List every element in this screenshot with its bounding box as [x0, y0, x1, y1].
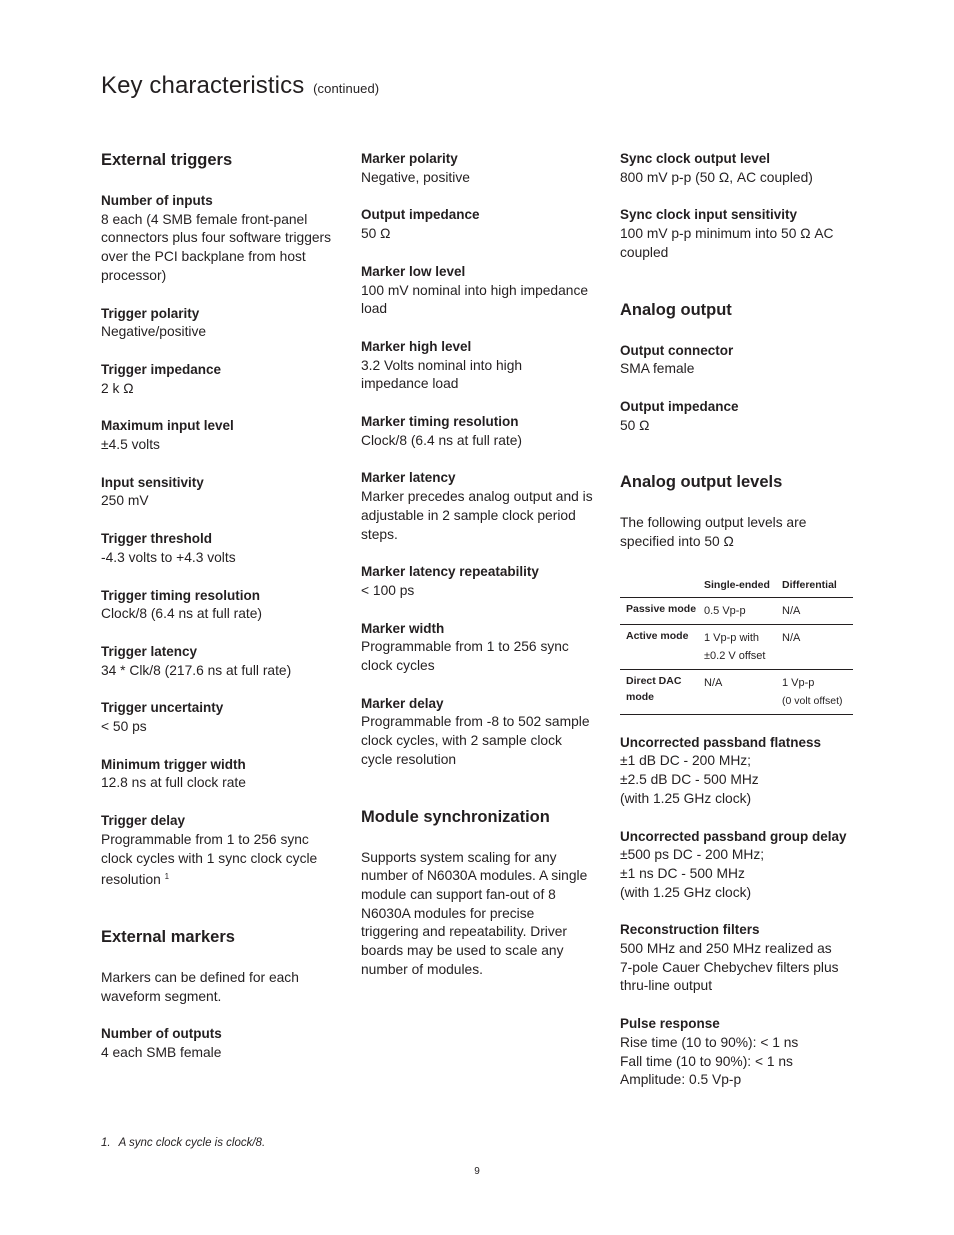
spec-label: Uncorrected passband flatness	[620, 734, 822, 750]
page-title-main: Key characteristics	[101, 72, 305, 99]
spec-item	[101, 474, 333, 511]
table-row-header: Active mode	[620, 624, 704, 669]
table-row	[620, 624, 853, 669]
spec-label: Trigger uncertainty	[101, 700, 224, 716]
spec-item	[361, 620, 593, 676]
table-cell	[704, 624, 782, 669]
table-row	[620, 669, 853, 714]
spec-item	[361, 695, 593, 770]
spec-value: SMA female	[620, 361, 695, 377]
spec-label: Reconstruction filters	[620, 922, 760, 938]
spec-label: Marker timing resolution	[361, 414, 519, 430]
spec-label: Trigger delay	[101, 813, 186, 829]
table-cell	[704, 597, 782, 624]
table-cell	[704, 669, 782, 714]
spec-item	[361, 469, 593, 544]
spec-item	[361, 338, 593, 394]
spec-value: ±4.5 volts	[101, 437, 160, 453]
spec-value: Programmable from -8 to 502 sample clock cycles, with 2 sample clock cycle resolution	[361, 714, 590, 767]
output-levels-table	[620, 571, 853, 715]
cell-line: (0 volt offset)	[782, 694, 843, 707]
module-synchronization-text: Supports system scaling for any number of N6030A modules. A single module can support fan-out of 8 N6030A modules for precise triggering and repeatability. Driver boards may be used to scale any number of modules.	[361, 849, 588, 977]
footnote-marker: 1	[164, 872, 170, 882]
spec-value: 12.8 ns at full clock rate	[101, 775, 246, 791]
spec-item	[620, 828, 852, 903]
spec-value-line: Fall time (10 to 90%): < 1 ns	[620, 1053, 793, 1069]
spec-value-line: Amplitude: 0.5 Vp-p	[620, 1072, 742, 1088]
spec-item	[361, 413, 593, 450]
spec-label: Maximum input level	[101, 418, 234, 434]
spec-label: Trigger impedance	[101, 361, 222, 377]
spec-item	[620, 398, 852, 435]
spec-value-line: ±2.5 dB DC - 500 MHz	[620, 772, 759, 788]
spec-value-line: thru-line output	[620, 978, 713, 994]
spec-value-text: Programmable from 1 to 256 sync clock cycles with 1 sync clock cycle resolution	[101, 831, 318, 888]
table-header-cell: Single-ended	[704, 578, 770, 591]
table-row-header: Direct DAC mode	[620, 669, 704, 714]
spec-value-line: ±500 ps DC - 200 MHz;	[620, 847, 765, 863]
page-number: 9	[474, 1166, 480, 1177]
spec-label: Marker polarity	[361, 151, 458, 166]
column-left	[101, 148, 333, 1082]
spec-label: Sync clock input sensitivity	[620, 207, 798, 223]
spec-item	[361, 150, 593, 187]
spec-item	[101, 192, 333, 286]
spec-item	[620, 150, 852, 187]
spec-item	[101, 699, 333, 736]
spec-value: 250 mV	[101, 493, 149, 509]
spec-value: Clock/8 (6.4 ns at full rate)	[101, 606, 263, 622]
spec-label: Output impedance	[361, 207, 480, 223]
spec-item	[101, 643, 333, 680]
marker-specs-list	[361, 150, 593, 770]
spec-label: Number of inputs	[101, 193, 213, 208]
spec-item	[361, 263, 593, 319]
spec-item	[361, 563, 593, 600]
table-row-header: Passive mode	[620, 597, 704, 624]
footnote-number: 1.	[101, 1137, 111, 1149]
spec-item	[620, 921, 852, 996]
spec-item	[101, 530, 333, 567]
page-title	[101, 72, 379, 100]
section-heading-analog-output-levels: Analog output levels	[620, 473, 783, 492]
cell-line: N/A	[782, 631, 801, 644]
section-heading-module-synchronization: Module synchronization	[361, 807, 550, 826]
spec-value-line: Rise time (10 to 90%): < 1 ns	[620, 1034, 799, 1050]
cell-line: ±0.2 V offset	[704, 649, 766, 662]
spec-value: Clock/8 (6.4 ns at full rate)	[361, 432, 523, 448]
spec-label: Trigger threshold	[101, 531, 213, 547]
spec-label: Marker high level	[361, 338, 472, 354]
spec-value: 800 mV p-p (50 Ω, AC coupled)	[620, 169, 813, 185]
spec-item	[101, 305, 333, 342]
cell-line: 1 Vp-p with	[704, 631, 760, 644]
column-middle	[361, 150, 593, 999]
spec-label: Uncorrected passband group delay	[620, 828, 847, 844]
spec-label: Marker latency	[361, 470, 456, 486]
table-cell	[782, 624, 853, 669]
spec-value-line: 7-pole Cauer Chebychev filters plus	[620, 959, 839, 975]
spec-item	[101, 812, 333, 890]
spec-label: Minimum trigger width	[101, 756, 246, 772]
table-header-cell: Differential	[782, 578, 837, 591]
spec-item	[620, 734, 852, 809]
spec-item	[101, 756, 333, 793]
section-heading-analog-output: Analog output	[620, 300, 732, 319]
column-right	[620, 150, 852, 1109]
spec-value: Marker precedes analog output and is adjustable in 2 sample clock period steps.	[361, 489, 593, 542]
spec-value: < 50 ps	[101, 719, 147, 735]
spec-value-line: 500 MHz and 250 MHz realized as	[620, 941, 832, 957]
spec-label: Marker low level	[361, 263, 466, 279]
table-header-cell	[620, 571, 704, 598]
spec-value: Programmable from 1 to 256 sync clock cycles	[361, 639, 569, 674]
spec-value: 34 * Clk/8 (217.6 ns at full rate)	[101, 662, 292, 678]
table-cell	[782, 597, 853, 624]
spec-label: Output impedance	[620, 398, 739, 414]
section-heading-external-triggers: External triggers	[101, 151, 233, 169]
external-markers-intro: Markers can be defined for each waveform segment.	[101, 969, 299, 1004]
spec-label: Pulse response	[620, 1016, 720, 1032]
spec-label: Sync clock output level	[620, 151, 771, 166]
analog-output-levels-intro: The following output levels are specified into 50 Ω	[620, 515, 807, 550]
spec-item	[101, 587, 333, 624]
spec-item	[101, 417, 333, 454]
spec-value: 4 each SMB female	[101, 1045, 222, 1061]
cell-line: 1 Vp-p	[782, 676, 815, 689]
external-triggers-list	[101, 192, 333, 890]
spec-value: 50 Ω	[620, 417, 650, 433]
spec-value: < 100 ps	[361, 582, 415, 598]
cell-line: 0.5 Vp-p	[704, 604, 746, 617]
spec-label: Marker width	[361, 620, 445, 636]
spec-label: Input sensitivity	[101, 474, 204, 490]
table-cell	[782, 669, 853, 714]
page-title-continued: (continued)	[313, 81, 380, 96]
spec-label: Trigger polarity	[101, 305, 200, 321]
spec-value-line: ±1 ns DC - 500 MHz	[620, 865, 745, 881]
spec-value: 2 k Ω	[101, 380, 134, 396]
spec-label: Output connector	[620, 342, 734, 358]
spec-value-line: (with 1.25 GHz clock)	[620, 790, 752, 806]
spec-value: -4.3 volts to +4.3 volts	[101, 549, 236, 565]
table-header-row	[620, 571, 853, 598]
spec-item	[361, 206, 593, 243]
spec-item	[620, 1015, 852, 1090]
spec-label: Marker latency repeatability	[361, 564, 539, 580]
spec-value-line: ±1 dB DC - 200 MHz;	[620, 753, 752, 769]
footnote-text: A sync clock cycle is clock/8.	[118, 1137, 266, 1149]
spec-item	[620, 342, 852, 379]
spec-value: 100 mV p-p minimum into 50 Ω AC coupled	[620, 226, 834, 260]
spec-value: 50 Ω	[361, 226, 391, 242]
spec-item	[101, 1025, 333, 1062]
spec-label: Marker delay	[361, 695, 444, 711]
spec-value: 8 each (4 SMB female front-panel connectors plus four software triggers over the PCI backplane from host processor)	[101, 211, 332, 283]
spec-value: Negative, positive	[361, 169, 470, 185]
spec-value-line: (with 1.25 GHz clock)	[620, 884, 752, 900]
section-heading-external-markers: External markers	[101, 927, 235, 946]
spec-value-with-footnote	[101, 831, 333, 890]
table-row	[620, 597, 853, 624]
spec-value: Negative/positive	[101, 324, 207, 340]
cell-line: N/A	[782, 604, 801, 617]
spec-item	[101, 361, 333, 398]
spec-value: 100 mV nominal into high impedance load	[361, 282, 589, 317]
footnote	[101, 1137, 265, 1149]
spec-label: Trigger latency	[101, 643, 198, 659]
spec-item	[620, 206, 852, 262]
spec-value: 3.2 Volts nominal into high impedance load	[361, 357, 523, 392]
spec-label: Number of outputs	[101, 1026, 222, 1042]
cell-line: N/A	[704, 676, 723, 689]
spec-label: Trigger timing resolution	[101, 587, 261, 603]
